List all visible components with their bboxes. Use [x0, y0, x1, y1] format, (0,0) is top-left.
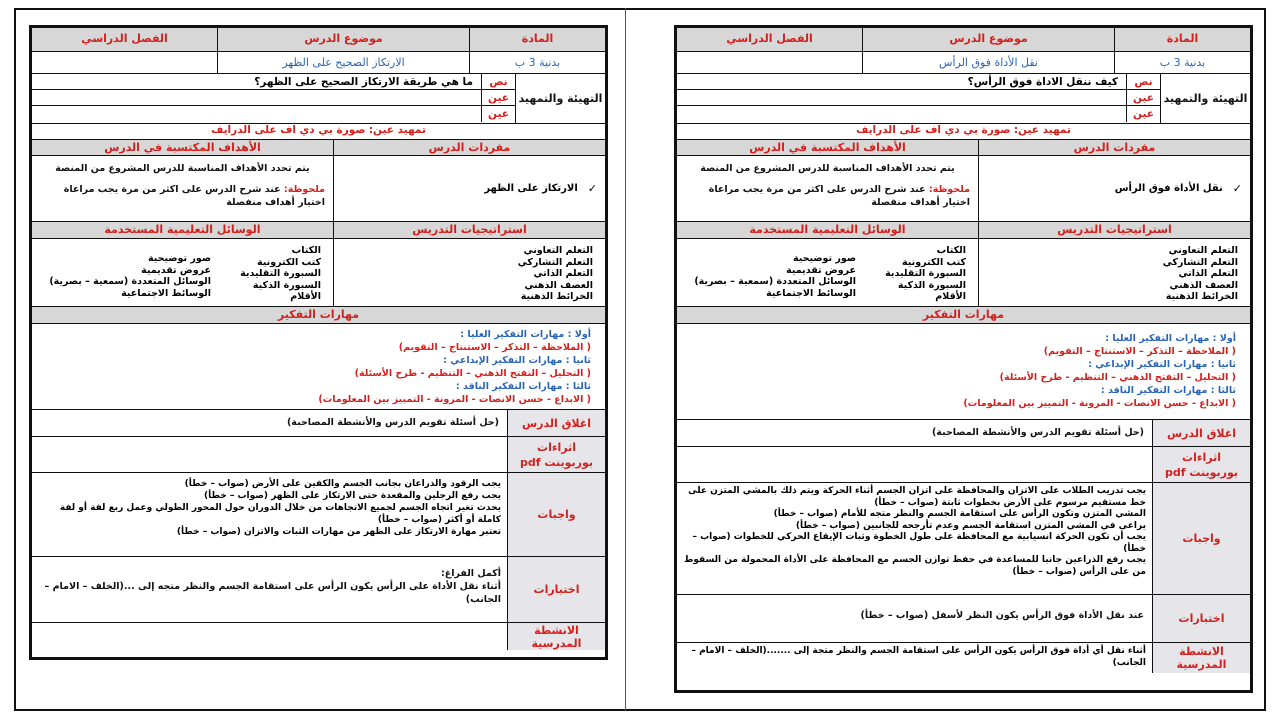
- activities-label: الانشطة المدرسية: [1152, 643, 1250, 673]
- tool-item: الأقلام: [290, 291, 321, 302]
- tools-cell: [677, 239, 978, 306]
- strategy-item: الخرائط الذهنية: [520, 291, 593, 302]
- page-divider: [625, 8, 626, 711]
- note-label: ملحوظة:: [283, 184, 325, 195]
- tests-content: [677, 595, 1152, 642]
- homework-row: [677, 483, 1250, 595]
- vocab-objectives-header: [32, 140, 605, 156]
- semester-label: الفصل الدراسي: [81, 32, 168, 45]
- strategies-tools-row: [677, 239, 1250, 307]
- checkmark-icon: ✓: [1232, 182, 1242, 195]
- skills-list-3: ( الابداع - حسن الانصات - المرونة - التمييز بين المعلومات): [963, 398, 1236, 409]
- subject-value: بدنية 3 ب: [469, 52, 605, 73]
- strategy-item: التعلم التشاركي: [517, 256, 593, 268]
- semester-value: [32, 52, 217, 73]
- note-text: عند شرح الدرس على اكثر من مرة يجب مراعاة اختيار أهداف منفصلة: [63, 184, 325, 208]
- tools-list-1: [223, 239, 333, 306]
- skills-list-2: ( التحليل – التفتح الذهني – التنظيم - طرح الأسئلة): [999, 372, 1236, 383]
- intro-question: كيف ننقل الاداة فوق الرأس؟: [967, 76, 1118, 88]
- homework-item: يجب رفع الرجلين والمقعدة حتى الارتكاز على الظهر (صواب – خطأ): [203, 491, 501, 501]
- closing-text: (حل أسئلة تقويم الدرس والأنشطة المصاحبة): [931, 427, 1144, 438]
- homework-item: يحدث تغير اتجاه الجسم لجميع الاتجاهات من خلال الدوران حول المحور الطولي وعمل ربع لفة أو لفة كاملة أو أكثر (صواب – خطأ): [59, 503, 501, 525]
- tool-item: عروض تقديمية: [141, 264, 211, 276]
- ain-label: عين: [481, 106, 515, 122]
- intro-questions: [32, 74, 515, 123]
- tools-label: الوسائل التعليمية المستخدمة: [104, 223, 261, 236]
- nass-label: نص: [1126, 74, 1160, 89]
- header-row: [677, 28, 1250, 52]
- activities-content: [677, 643, 1152, 673]
- skills-list-3: ( الابداع - حسن الانصات - المرونة - التمييز بين المعلومات): [318, 394, 591, 405]
- thinking-header: [677, 307, 1250, 324]
- lesson-plan-left: [29, 25, 608, 660]
- vocab-item: الارتكاز على الظهر: [484, 183, 578, 194]
- test-title: أكمل الفراغ:: [440, 568, 501, 579]
- tests-row: [677, 595, 1250, 643]
- skills-heading-2: ثانيا : مهارات التفكير الإبداعي :: [443, 355, 591, 366]
- skills-heading-3: ثالثا : مهارات التفكير الناقد :: [455, 381, 591, 392]
- activities-row: [32, 623, 605, 650]
- header-values-row: [32, 52, 605, 74]
- activities-content: [32, 623, 507, 650]
- homework-item: يجب تدريب الطلاب على الاتزان والمحافظة على اتزان الجسم أثناء الحركة ويتم ذلك بالمشي المتزن على خط مستقيم مرسوم على الأرض بخطوات ثابتة (صواب – خطأ): [688, 486, 1146, 508]
- objectives-cell: [677, 156, 978, 221]
- strategy-item: التعلم الذاتي: [1178, 268, 1238, 279]
- tool-item: صور توضيحية: [793, 253, 856, 264]
- strategies-tools-header: [677, 222, 1250, 239]
- tamheed-value: صورة بي دي اف على الدرايف: [856, 124, 1011, 136]
- enrich-row: [677, 447, 1250, 483]
- thinking-row: [32, 324, 605, 410]
- tools-label: الوسائل التعليمية المستخدمة: [749, 223, 906, 236]
- test-text: عند نقل الأداة فوق الرأس يكون النظر لأسفل (صواب – خطأ): [860, 610, 1144, 621]
- nass-label: نص: [481, 74, 515, 89]
- tools-list-1: [868, 239, 978, 306]
- tests-content: [32, 557, 507, 622]
- intro-row: [677, 74, 1250, 124]
- skills-heading-2: ثانيا : مهارات التفكير الإبداعي :: [1088, 359, 1236, 370]
- intro-label: التهيئة والتمهيد: [1160, 74, 1250, 123]
- homework-list: [32, 473, 507, 556]
- tamheed-value: صورة بي دي اف على الدرايف: [211, 124, 366, 136]
- header-row: [32, 28, 605, 52]
- vocab-objectives-header: [677, 140, 1250, 156]
- tamheed-row: [677, 124, 1250, 140]
- vocab-label: مفردات الدرس: [978, 140, 1250, 155]
- tool-item: الكتاب: [936, 245, 966, 256]
- tool-item: الكتاب: [291, 245, 321, 256]
- strategies-tools-row: [32, 239, 605, 307]
- closing-label: اغلاق الدرس: [507, 410, 605, 436]
- tool-item: كتب الكترونية: [256, 256, 321, 268]
- subject-label: المادة: [1114, 28, 1250, 51]
- ain-label: عين: [1126, 106, 1160, 122]
- tamheed-prefix: تمهيد عين:: [368, 124, 426, 136]
- tool-item: عروض تقديمية: [786, 264, 856, 276]
- objectives-label: الأهداف المكتسبة في الدرس: [749, 141, 906, 154]
- strategy-item: العصف الذهني: [524, 279, 593, 291]
- tamheed-row: [32, 124, 605, 140]
- tool-item: السبورة التقليدية: [240, 268, 321, 279]
- strategy-item: الخرائط الذهنية: [1165, 291, 1238, 302]
- strategy-item: العصف الذهني: [1169, 279, 1238, 291]
- skills-heading-3: ثالثا : مهارات التفكير الناقد :: [1100, 385, 1236, 396]
- strategies-list: [978, 239, 1250, 306]
- lesson-plan-right: [674, 25, 1253, 693]
- thinking-header: [32, 307, 605, 324]
- strategy-item: التعلم التعاوني: [523, 245, 593, 256]
- header-values-row: [677, 52, 1250, 74]
- homework-item: يراعى في المشي المتزن استقامة الجسم وعدم تأرجحه للجانبين (صواب – خطأ): [795, 520, 1146, 531]
- tool-item: السبورة الذكية: [252, 279, 321, 291]
- tamheed-prefix: تمهيد عين:: [1013, 124, 1071, 136]
- tool-item: صور توضيحية: [148, 253, 211, 264]
- vocab-item: نقل الأداة فوق الرأس: [1114, 183, 1223, 194]
- closing-row: [32, 410, 605, 437]
- strategies-label: استراتيجيات التدريس: [978, 222, 1250, 238]
- homework-label: واجبات: [507, 473, 605, 556]
- thinking-row: [677, 324, 1250, 420]
- strategies-label: استراتيجيات التدريس: [333, 222, 605, 238]
- closing-label: اغلاق الدرس: [1152, 420, 1250, 446]
- vocab-label: مفردات الدرس: [333, 140, 605, 155]
- topic-label: موضوع الدرس: [862, 28, 1114, 51]
- tests-row: [32, 557, 605, 623]
- tests-label: اختبارات: [507, 557, 605, 622]
- homework-label: واجبات: [1152, 483, 1250, 594]
- vocab-cell: [333, 156, 605, 221]
- objective-main: يتم تحدد الأهداف المناسبة للدرس المشروع من المنصة: [55, 163, 310, 174]
- closing-text: (حل أسئلة تقويم الدرس والأنشطة المصاحبة): [286, 417, 499, 428]
- tool-item: الوسائل المتعددة (سمعية – بصرية): [49, 276, 211, 287]
- activities-label: الانشطة المدرسية: [507, 623, 605, 650]
- skills-heading-1: أولا : مهارات التفكير العليا :: [1105, 333, 1236, 344]
- strategies-list: [333, 239, 605, 306]
- objectives-cell: [32, 156, 333, 221]
- thinking-skills: [949, 324, 1250, 419]
- strategy-item: التعلم التشاركي: [1162, 256, 1238, 268]
- subject-label: المادة: [469, 28, 605, 51]
- homework-item: يجب الرقود والذراعان بجانب الجسم والكفين على الأرض (صواب – خطأ): [184, 479, 501, 489]
- intro-question: ما هي طريقة الارتكاز الصحيح على الظهر؟: [254, 76, 473, 88]
- enrich-row: [32, 437, 605, 473]
- activities-row: [677, 643, 1250, 673]
- tool-item: الوسائط الاجتماعية: [121, 287, 211, 299]
- homework-item: يجب رفع الذراعين جانبا للمساعدة في حفظ توازن الجسم مع المحافظة على الأداة المحمولة من السقوط من على الرأس (صواب – خطأ): [684, 555, 1146, 577]
- thinking-skills: [304, 324, 605, 409]
- tests-label: اختبارات: [1152, 595, 1250, 642]
- objectives-label: الأهداف المكتسبة في الدرس: [104, 141, 261, 154]
- tool-item: الوسائل المتعددة (سمعية – بصرية): [694, 276, 856, 287]
- homework-item: تعتبر مهارة الارتكاز على الظهر من مهارات الثبات والاتزان (صواب – خطأ): [176, 527, 501, 537]
- homework-item: المشي المتزن وتكون الرأس على استقامة الجسم والنظر متجه للأمام (صواب – خطأ): [773, 509, 1146, 519]
- strategies-tools-header: [32, 222, 605, 239]
- tool-item: الأقلام: [935, 291, 966, 302]
- activity-text: أثناء نقل أي أداة فوق الرأس يكون الرأس على استقامة الجسم والنظر متجة إلى .......(الخلف – الامام – الجانب): [691, 646, 1146, 668]
- intro-row: [32, 74, 605, 124]
- ain-label: عين: [1126, 90, 1160, 105]
- tool-item: السبورة الذكية: [897, 279, 966, 291]
- thinking-label: مهارات التفكير: [277, 308, 360, 321]
- checkmark-icon: ✓: [587, 182, 597, 195]
- enrich-label: اثراءات بوربوينت pdf: [507, 437, 605, 472]
- strategy-item: التعلم التعاوني: [1168, 245, 1238, 256]
- homework-list: [677, 483, 1152, 594]
- enrich-label: اثراءات بوربوينت pdf: [1152, 447, 1250, 482]
- skills-list-1: ( الملاحظة – التذكر – الاستنتاج – التقويم): [1043, 346, 1236, 357]
- vocab-objectives-row: [32, 156, 605, 222]
- tool-item: الوسائط الاجتماعية: [766, 287, 856, 299]
- semester-value: [677, 52, 862, 73]
- ain-label: عين: [481, 90, 515, 105]
- enrich-content: [677, 447, 1152, 482]
- strategy-item: التعلم الذاتي: [533, 268, 593, 279]
- homework-item: يجب أن تكون الحركة انسيابية مع المحافظة على طول الخطوة وثبات الإيقاع الحركي للخطوات (صواب – خطأ): [692, 532, 1146, 554]
- tools-cell: [32, 239, 333, 306]
- skills-list-2: ( التحليل – التفتح الذهني – التنظيم - طرح الأسئلة): [354, 368, 591, 379]
- homework-row: [32, 473, 605, 557]
- note-label: ملحوظة:: [928, 184, 970, 195]
- objective-main: يتم تحدد الأهداف المناسبة للدرس المشروع من المنصة: [700, 163, 955, 174]
- topic-label: موضوع الدرس: [217, 28, 469, 51]
- tools-list-2: [32, 239, 223, 306]
- test-text: أثناء نقل الأداة على الرأس يكون الرأس على استقامة الجسم والنظر متجه إلى ...(الخلف – الامام – الجانب): [44, 581, 501, 605]
- skills-list-1: ( الملاحظة – التذكر – الاستنتاج – التقويم): [398, 342, 591, 353]
- topic-value: نقل الأداة فوق الرأس: [862, 52, 1114, 73]
- tool-item: كتب الكترونية: [901, 256, 966, 268]
- closing-row: [677, 420, 1250, 447]
- enrich-content: [32, 437, 507, 472]
- topic-value: الارتكاز الصحيح على الظهر: [217, 52, 469, 73]
- semester-label: الفصل الدراسي: [726, 32, 813, 45]
- vocab-cell: [978, 156, 1250, 221]
- intro-label: التهيئة والتمهيد: [515, 74, 605, 123]
- subject-value: بدنية 3 ب: [1114, 52, 1250, 73]
- vocab-objectives-row: [677, 156, 1250, 222]
- note-text: عند شرح الدرس على اكثر من مرة يجب مراعاة اختيار أهداف منفصلة: [708, 184, 970, 208]
- intro-questions: [677, 74, 1160, 123]
- thinking-label: مهارات التفكير: [922, 308, 1005, 321]
- tools-list-2: [677, 239, 868, 306]
- tool-item: السبورة التقليدية: [885, 268, 966, 279]
- skills-heading-1: أولا : مهارات التفكير العليا :: [460, 329, 591, 340]
